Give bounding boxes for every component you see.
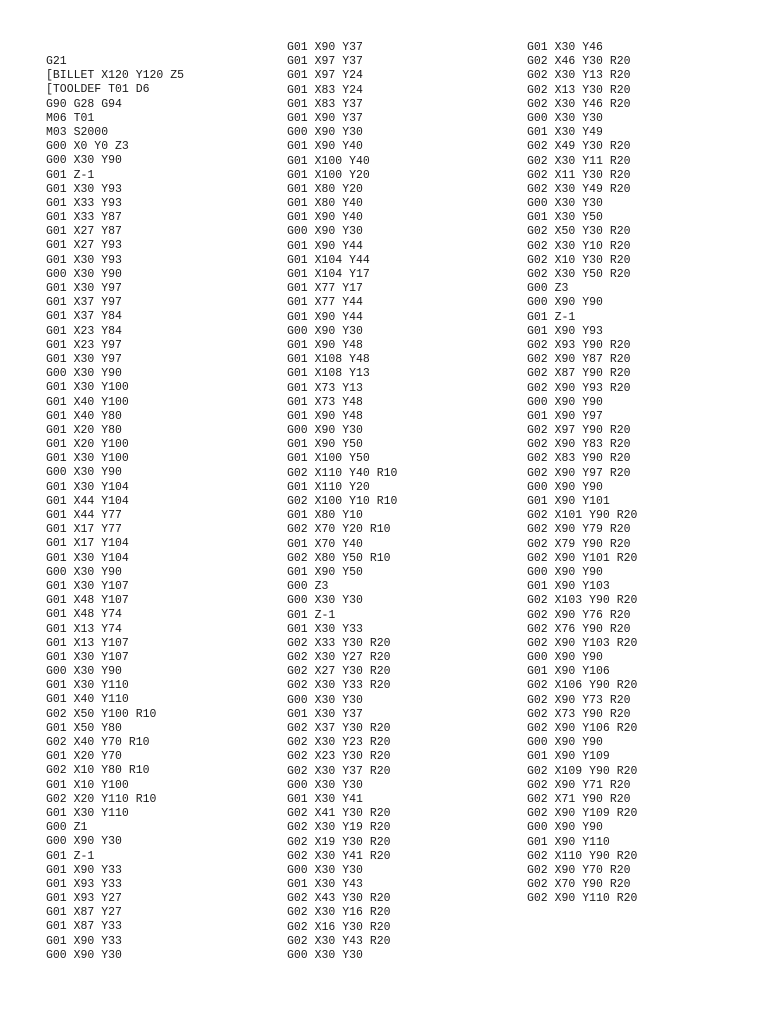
gcode-line: G02 X90 Y87 R20 [527,353,631,367]
gcode-line: G00 X90 Y30 [46,835,122,849]
gcode-line: G01 Z-1 [46,849,95,863]
gcode-line: M06 T01 [46,111,95,125]
gcode-line: G02 X30 Y50 R20 [527,268,631,281]
gcode-line: G01 X20 Y80 [46,423,122,437]
gcode-line: G01 X90 Y110 [527,835,610,849]
gcode-line: G02 X20 Y110 R10 [46,792,157,806]
gcode-line: G00 X90 Y90 [527,736,603,750]
gcode-line: G01 X30 Y46 [527,41,603,54]
gcode-line: G01 X48 Y74 [46,608,122,622]
gcode-line: G01 X90 Y50 [287,438,363,452]
gcode-line: G02 X97 Y90 R20 [527,424,631,438]
gcode-column-2 [287,41,397,963]
gcode-line: G01 X40 Y80 [46,409,122,423]
gcode-line: G01 X20 Y70 [46,750,122,764]
gcode-line: G01 X30 Y41 [287,792,363,806]
gcode-line: G00 X90 Y90 [527,651,603,665]
gcode-line: G01 X30 Y100 [46,452,129,466]
gcode-line: G01 X100 Y20 [287,168,370,182]
gcode-line: G01 X33 Y93 [46,196,122,210]
gcode-line: G01 X77 Y17 [287,282,363,296]
gcode-column-3 [527,41,637,906]
gcode-line: G02 X80 Y50 R10 [287,551,391,565]
gcode-line: G01 X23 Y84 [46,324,122,338]
gcode-line: G01 X30 Y110 [46,679,129,693]
gcode-line: G02 X103 Y90 R20 [527,594,638,608]
gcode-line: G02 X90 Y73 R20 [527,693,631,707]
gcode-line: G01 X30 Y49 [527,126,603,140]
gcode-line: G02 X70 Y90 R20 [527,878,631,892]
gcode-line: G01 X90 Y97 [527,409,603,423]
gcode-line: G00 X90 Y30 [287,424,363,438]
gcode-line: G02 X83 Y90 R20 [527,452,631,466]
gcode-line: G00 X30 Y30 [527,197,603,211]
gcode-line: G01 X27 Y87 [46,225,122,239]
gcode-line: G02 X30 Y49 R20 [527,182,631,196]
gcode-line: G02 X110 Y40 R10 [287,466,398,480]
gcode-line: G01 X17 Y104 [46,537,129,551]
gcode-line: G02 X30 Y41 R20 [287,849,391,863]
gcode-line: G01 X90 Y101 [527,495,610,508]
gcode-line: G01 X40 Y110 [46,693,129,707]
gcode-line: G02 X16 Y30 R20 [287,920,391,934]
gcode-line: G02 X90 Y106 R20 [527,722,638,735]
gcode-line: G00 Z3 [527,282,569,296]
gcode-line: G90 G28 G94 [46,97,122,111]
gcode-line: G01 X30 Y97 [46,282,122,295]
gcode-line: G00 X90 Y30 [287,324,363,338]
gcode-line: G02 X13 Y30 R20 [527,83,631,97]
gcode-line: G01 X83 Y37 [287,97,363,111]
gcode-line: G02 X30 Y10 R20 [527,239,631,253]
gcode-line: G01 X90 Y33 [46,934,122,948]
gcode-line: G02 X19 Y30 R20 [287,835,391,849]
gcode-line: G01 X80 Y40 [287,197,363,211]
gcode-line: G01 X90 Y93 [527,324,603,338]
gcode-line: G01 X13 Y107 [46,636,129,650]
gcode-line: G02 X43 Y30 R20 [287,892,391,906]
gcode-line: G00 X90 Y30 [287,225,363,239]
gcode-line: G01 X100 Y40 [287,154,370,168]
gcode-line: G02 X90 Y76 R20 [527,608,631,622]
gcode-column-1 [46,55,184,963]
gcode-line: G01 X44 Y77 [46,509,122,522]
gcode-line: G01 X104 Y44 [287,253,370,267]
gcode-line: G01 X104 Y17 [287,268,370,281]
gcode-line: G00 X30 Y30 [287,949,363,962]
gcode-line: G02 X90 Y110 R20 [527,892,638,906]
gcode-line: G02 X40 Y70 R10 [46,736,150,749]
gcode-line: G02 X30 Y27 R20 [287,651,391,665]
gcode-line: G01 X48 Y107 [46,594,129,608]
gcode-line: [TOOLDEF T01 D6 [46,83,150,97]
gcode-line: G02 X90 Y97 R20 [527,466,631,480]
gcode-line: G02 X90 Y109 R20 [527,807,638,821]
gcode-line: G01 X83 Y24 [287,83,363,97]
gcode-line: G02 X90 Y101 R20 [527,551,638,565]
gcode-line: G02 X93 Y90 R20 [527,338,631,352]
gcode-line: G01 X30 Y37 [287,707,363,721]
gcode-line: G01 X30 Y93 [46,253,122,267]
gcode-line: G01 X70 Y40 [287,537,363,551]
gcode-line: G01 X30 Y33 [287,622,363,636]
gcode-line: G01 X77 Y44 [287,296,363,310]
gcode-line: G01 X30 Y43 [287,878,363,892]
gcode-line: G02 X110 Y90 R20 [527,849,638,863]
gcode-line: [BILLET X120 Y120 Z5 [46,69,185,83]
gcode-line: G02 X90 Y93 R20 [527,381,631,395]
gcode-line: G00 X90 Y90 [527,821,603,835]
gcode-line: G02 X90 Y83 R20 [527,438,631,452]
gcode-line: G02 X106 Y90 R20 [527,679,638,693]
gcode-line: G01 X80 Y10 [287,509,363,523]
gcode-line: G02 X30 Y11 R20 [527,154,631,168]
gcode-line: G01 X44 Y104 [46,494,129,508]
gcode-line: G01 Z-1 [527,310,576,324]
gcode-line: G02 X37 Y30 R20 [287,722,391,735]
gcode-line: G01 X17 Y77 [46,523,122,537]
gcode-line: G02 X90 Y79 R20 [527,523,631,537]
gcode-line: G01 X30 Y104 [46,551,129,565]
gcode-line: G02 X33 Y30 R20 [287,636,391,650]
gcode-line: G01 X90 Y37 [287,111,363,125]
gcode-line: G02 X30 Y43 R20 [287,934,391,948]
gcode-line: G00 Z1 [46,821,88,835]
gcode-line: G01 X37 Y97 [46,296,122,310]
gcode-line: G01 X90 Y44 [287,310,363,324]
gcode-line: G02 X30 Y16 R20 [287,906,391,920]
gcode-line: G02 X70 Y20 R10 [287,523,391,537]
gcode-line: G01 X93 Y33 [46,877,122,891]
gcode-line: G01 X50 Y80 [46,721,122,735]
gcode-line: G02 X101 Y90 R20 [527,509,638,523]
gcode-line: G02 X90 Y71 R20 [527,778,631,792]
gcode-line: G01 X93 Y27 [46,892,122,906]
gcode-line: G00 X90 Y90 [527,395,603,409]
gcode-line: G01 X90 Y109 [527,750,610,764]
gcode-line: G00 X0 Y0 Z3 [46,140,129,154]
gcode-line: G01 X30 Y104 [46,480,129,494]
gcode-line: G01 X90 Y106 [527,665,610,679]
gcode-line: G01 X90 Y103 [527,580,610,594]
gcode-line: G02 X30 Y19 R20 [287,821,391,835]
gcode-line: G02 X100 Y10 R10 [287,495,398,508]
gcode-line: G02 X30 Y33 R20 [287,679,391,693]
gcode-line: G01 X40 Y100 [46,395,129,409]
gcode-line: G01 X30 Y93 [46,182,122,196]
gcode-line: G01 X30 Y100 [46,381,129,395]
gcode-line: G02 X10 Y30 R20 [527,253,631,267]
gcode-line: G02 X90 Y103 R20 [527,636,638,650]
gcode-line: G02 X73 Y90 R20 [527,707,631,721]
gcode-line: G02 X41 Y30 R20 [287,807,391,821]
gcode-line: G00 X30 Y90 [46,267,122,281]
gcode-line: G01 X30 Y107 [46,579,129,593]
gcode-line: G01 X108 Y48 [287,353,370,367]
gcode-line: G01 Z-1 [46,168,95,182]
gcode-line: G00 X30 Y90 [46,565,122,579]
gcode-line: G02 X71 Y90 R20 [527,792,631,806]
gcode-line: G01 X90 Y40 [287,211,363,225]
gcode-line: G00 X90 Y90 [527,480,603,494]
gcode-line: G01 X80 Y20 [287,182,363,196]
gcode-line: G00 X90 Y30 [287,126,363,140]
gcode-line: G00 X30 Y90 [46,665,122,679]
gcode-line: G02 X50 Y30 R20 [527,225,631,239]
gcode-line: G01 X100 Y50 [287,452,370,466]
gcode-line: G02 X87 Y90 R20 [527,367,631,381]
gcode-line: G02 X30 Y46 R20 [527,97,631,111]
gcode-line: G02 X30 Y13 R20 [527,69,631,83]
gcode-line: G02 X11 Y30 R20 [527,168,631,182]
gcode-line: G01 X97 Y24 [287,69,363,83]
gcode-line: G01 X30 Y110 [46,806,129,820]
gcode-line: G01 X97 Y37 [287,55,363,69]
gcode-line: G02 X79 Y90 R20 [527,537,631,551]
gcode-line: G01 X90 Y50 [287,565,363,579]
gcode-line: G01 X13 Y74 [46,622,122,636]
gcode-line: G00 X30 Y30 [287,778,363,792]
gcode-line: G01 X30 Y107 [46,650,129,664]
gcode-line: G02 X49 Y30 R20 [527,140,631,154]
gcode-line: G01 X30 Y50 [527,211,603,225]
gcode-line: G01 X33 Y87 [46,211,122,225]
gcode-line: G02 X23 Y30 R20 [287,750,391,764]
gcode-line: G01 X110 Y20 [287,480,370,494]
gcode-line: G01 X73 Y48 [287,395,363,409]
gcode-line: G01 X23 Y97 [46,338,122,352]
gcode-line: G01 X37 Y84 [46,310,122,324]
gcode-line: G01 X20 Y100 [46,438,129,452]
gcode-line: G01 X27 Y93 [46,239,122,253]
gcode-line: G01 X90 Y40 [287,140,363,154]
gcode-line: G01 X90 Y48 [287,409,363,423]
gcode-line: G02 X50 Y100 R10 [46,707,157,721]
gcode-line: G01 X87 Y33 [46,920,122,934]
gcode-line: G02 X90 Y70 R20 [527,863,631,877]
gcode-line: G00 X30 Y30 [287,594,363,608]
gcode-line: G00 X30 Y30 [527,111,603,125]
gcode-line: G01 X90 Y37 [287,41,363,54]
gcode-line: G00 X30 Y90 [46,154,122,168]
gcode-line: G01 X87 Y27 [46,906,122,920]
gcode-line: G01 X90 Y33 [46,863,122,877]
gcode-line: G02 X30 Y37 R20 [287,764,391,778]
gcode-line: G00 X30 Y90 [46,466,122,480]
gcode-line: G00 X30 Y30 [287,693,363,707]
gcode-line: G00 Z3 [287,580,329,594]
gcode-line: G02 X10 Y80 R10 [46,764,150,778]
gcode-line: G02 X30 Y23 R20 [287,736,391,750]
gcode-line: M03 S2000 [46,125,109,139]
gcode-line: G00 X90 Y90 [527,296,603,310]
gcode-line: G01 X30 Y97 [46,352,122,366]
gcode-line: G00 X30 Y30 [287,863,363,877]
gcode-line: G01 X108 Y13 [287,367,370,381]
gcode-line: G01 Z-1 [287,608,336,622]
gcode-line: G02 X76 Y90 R20 [527,622,631,636]
gcode-line: G00 X90 Y30 [46,948,122,962]
gcode-line: G01 X90 Y44 [287,239,363,253]
gcode-line: G02 X46 Y30 R20 [527,55,631,69]
gcode-line: G00 X90 Y90 [527,565,603,579]
gcode-line: G21 [46,55,67,68]
gcode-line: G02 X27 Y30 R20 [287,665,391,679]
gcode-line: G00 X30 Y90 [46,367,122,381]
gcode-line: G01 X90 Y48 [287,338,363,352]
gcode-line: G01 X10 Y100 [46,778,129,792]
gcode-line: G01 X73 Y13 [287,381,363,395]
gcode-line: G02 X109 Y90 R20 [527,764,638,778]
